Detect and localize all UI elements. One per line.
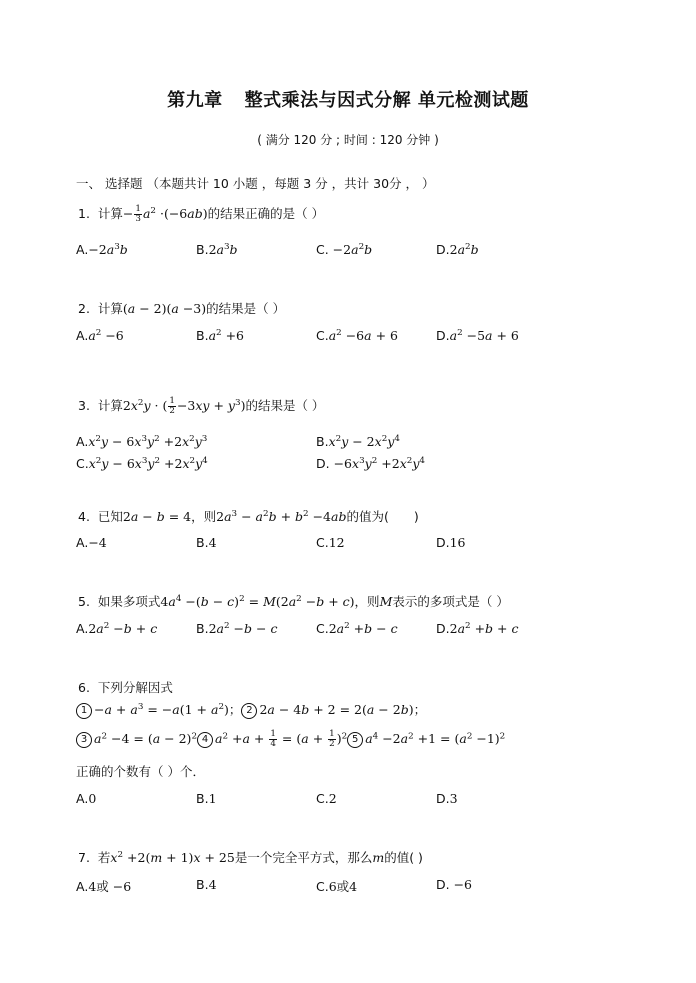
question-2: 2. 计算(a − 2)(a −3)的结果是（ ）: [78, 301, 286, 316]
q4-option-c[interactable]: C.12: [316, 535, 345, 550]
q1-option-b[interactable]: $B.2a^3b$: [196, 242, 238, 257]
section-heading: 一、 选择题 （本题共计 10 小题 ，每题 3 分 ，共计 30分 ， ）: [76, 176, 435, 191]
circle-number-1: 1: [76, 703, 92, 719]
q1-option-c[interactable]: C. $-2a^2b$: [316, 242, 373, 257]
q3-option-b[interactable]: $B.x^2y - 2x^2y^4$: [316, 434, 400, 449]
q6-option-b[interactable]: B.1: [196, 791, 217, 806]
q3-option-c[interactable]: $C.x^2y - 6x^3y^2 +2x^2y^4$: [76, 456, 208, 471]
q4-option-b[interactable]: B.4: [196, 535, 217, 550]
q6-option-a[interactable]: A.0: [76, 791, 97, 806]
q3-option-a[interactable]: $A.x^2y - 6x^3y^2 +2x^2y^3$: [76, 434, 208, 449]
q4-option-a[interactable]: A.−4: [76, 535, 107, 550]
q6-option-c[interactable]: C.2: [316, 791, 337, 806]
q5-option-d[interactable]: $D.2a^2 +b + c$: [436, 621, 519, 636]
question-5: 5. 如果多项式$4a^4 -(b - c)^2 = M(2a^2 -b + c)$，则M表示的多项式是（ ）: [78, 594, 509, 609]
question-3: 3. 计算$2x^2y$ · ( $\frac{1}{2}$ $-3xy + y^3$)的结果是（ ）: [78, 395, 325, 416]
title-main: 整式乘法与因式分解 单元检测试题: [244, 90, 529, 111]
q6-option-d[interactable]: D.3: [436, 791, 458, 806]
q1-option-a[interactable]: $A.-2a^3b$: [76, 242, 128, 257]
q6-items-line-2: 3 $a^2 -4 = (a - 2)^2$ 4 $a^2 +a$ + $\frac{1}{4}$ = (a + $\frac{1}{2}$ )$^2$ 5 $a^4 -2a^2 +1 = (a^2 -1)^2$: [76, 730, 505, 749]
q2-option-b[interactable]: $B.a^2 +6$: [196, 328, 244, 343]
page-subtitle: ( 满分 120 分 ; 时间 : 120 分钟 ): [257, 133, 439, 147]
q2-option-a[interactable]: $A.a^2 -6$: [76, 328, 124, 343]
page-title: [0, 86, 696, 112]
q2-option-d[interactable]: $D.a^2 -5a + 6$: [436, 328, 519, 343]
q2-option-c[interactable]: $C.a^2 -6a + 6$: [316, 328, 398, 343]
q5-option-c[interactable]: $C.2a^2 +b - c$: [316, 621, 398, 636]
q7-option-a[interactable]: A.4或 −6: [76, 879, 132, 894]
q1-option-d[interactable]: $D.2a^2b$: [436, 242, 479, 257]
circle-number-2: 2: [241, 703, 257, 719]
question-1: 1. 计算− $\frac{1}{3}$ $a^2 \cdot(-6ab)$的结果正确的是（ ）: [78, 203, 325, 224]
q7-option-b[interactable]: B.4: [196, 877, 217, 892]
question-6: 6. 下列分解因式: [78, 680, 173, 695]
q7-option-c[interactable]: C.6或4: [316, 879, 358, 894]
circle-number-5: 5: [347, 732, 363, 748]
q3-option-d[interactable]: D. $-6x^3y^2 +2x^2y^4$: [316, 456, 425, 471]
question-7: 7. 若$x^2 +2(m + 1)x + 25$是一个完全平方式，那么m的值( ): [78, 850, 423, 865]
q7-option-d[interactable]: D. −6: [436, 877, 473, 892]
title-chapter: 第九章: [167, 90, 223, 111]
q5-option-b[interactable]: $B.2a^2 -b - c$: [196, 621, 278, 636]
q6-items-line-1: $1 -a + a^3 = -a(1 + a^2)$； 2 2a − 4b + 2 = 2(a − 2b)；: [76, 700, 426, 719]
q6-tail: 正确的个数有（ ）个．: [76, 764, 205, 779]
circle-number-4: 4: [197, 732, 213, 748]
q5-option-a[interactable]: $A.2a^2 -b + c$: [76, 621, 158, 636]
circle-number-3: 3: [76, 732, 92, 748]
question-4: 4. 已知2a − b = 4，则$2a^3 - a^2b + b^2 -4ab$的值为( ): [78, 509, 419, 524]
q4-option-d[interactable]: D.16: [436, 535, 466, 550]
